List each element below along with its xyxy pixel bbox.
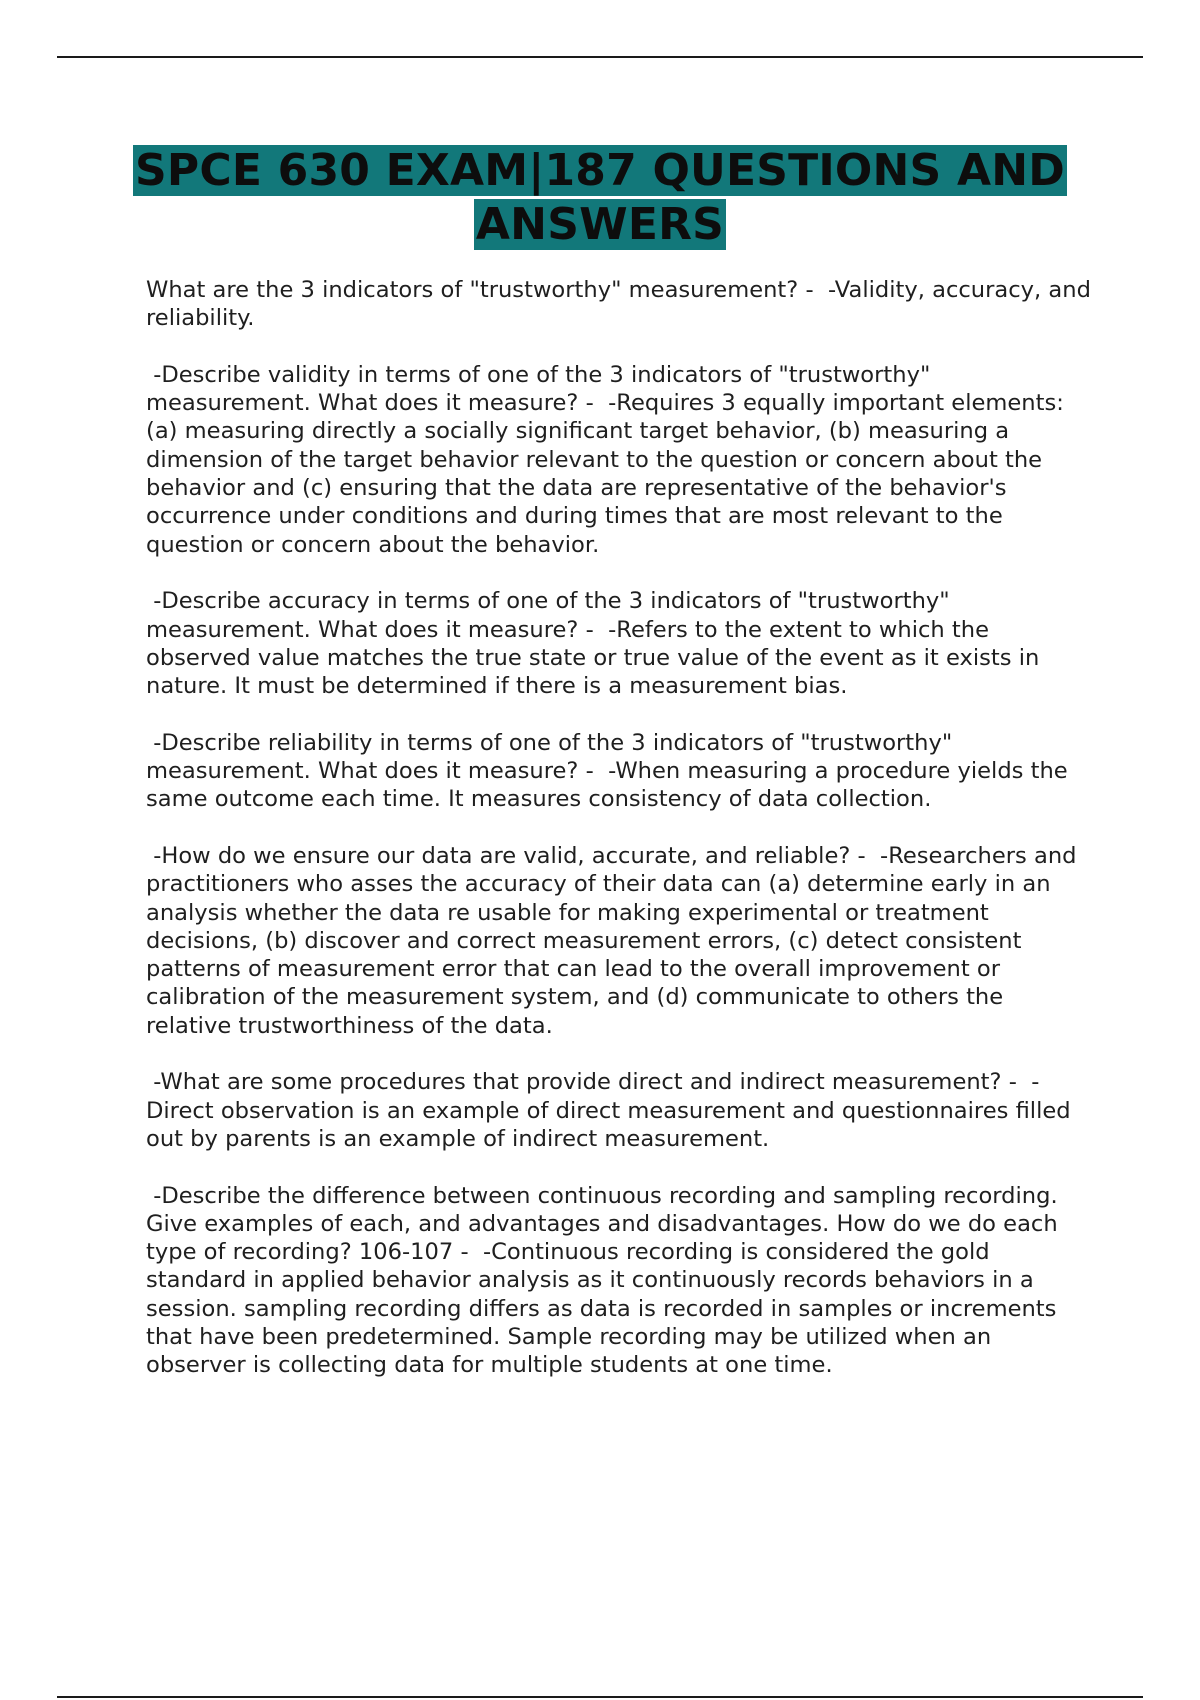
page-title [80, 144, 1120, 252]
qa-entry-2: -Describe validity in terms of one of the 3 indicators of "trustworthy" measurement. What does it measure? - -Requires 3 equally important elements: (a) measuring directly a socially significant target behavior, (b) measuring a dimension of the target behavior relevant to the question or concern about the behavior and (c) ensuring that the data are representative of the behavior's occurrence under conditions and during times that are most relevant to the question or concern about the behavior. [146, 361, 1072, 558]
qa-entry-3: -Describe accuracy in terms of one of the 3 indicators of "trustworthy" measurement. What does it measure? - -Refers to the extent to which the observed value matches the true state or true value of the event as it exists in nature. It must be determined if there is a measurement bias. [146, 588, 1047, 700]
qa-entry-4: -Describe reliability in terms of one of the 3 indicators of "trustworthy" measurement. What does it measure? - -When measuring a procedure yields the same outcome each time. It measures consistency of data collection. [146, 729, 1075, 813]
qa-entry-6: -What are some procedures that provide direct and indirect measurement? - -Direct observation is an example of direct measurement and questionnaires filled out by parents is an example of indirect measurement. [146, 1069, 1078, 1152]
bottom-divider [57, 1696, 1143, 1698]
qa-entry-5: -How do we ensure our data are valid, accurate, and reliable? - -Researchers and practitioners who asses the accuracy of their data can (a) determine early in an analysis whether the data re usable for making experimental or treatment decisions, (b) discover and correct measurement errors, (c) detect consistent patterns of measurement error that can lead to the overall improvement or calibration of the measurement system, and (d) communicate to others the relative trustworthiness of the data. [146, 842, 1084, 1039]
qa-content [146, 276, 1099, 1408]
page-title-text: SPCE 630 EXAM|187 QUESTIONS AND ANSWERS [135, 145, 1065, 250]
top-divider [57, 56, 1143, 58]
qa-entry-1: What are the 3 indicators of "trustworthy" measurement? - -Validity, accuracy, and reliability. [146, 277, 1099, 332]
qa-entry-7: -Describe the difference between continuous recording and sampling recording. Give examples of each, and advantages and disadvantages. How do we do each type of recording? 106-107 - -Continuous recording is considered the gold standard in applied behavior analysis as it continuously records behaviors in a session. sampling recording differs as data is recorded in samples or increments that have been predetermined. Sample recording may be utilized when an observer is collecting data for multiple students at one time. [146, 1182, 1065, 1379]
